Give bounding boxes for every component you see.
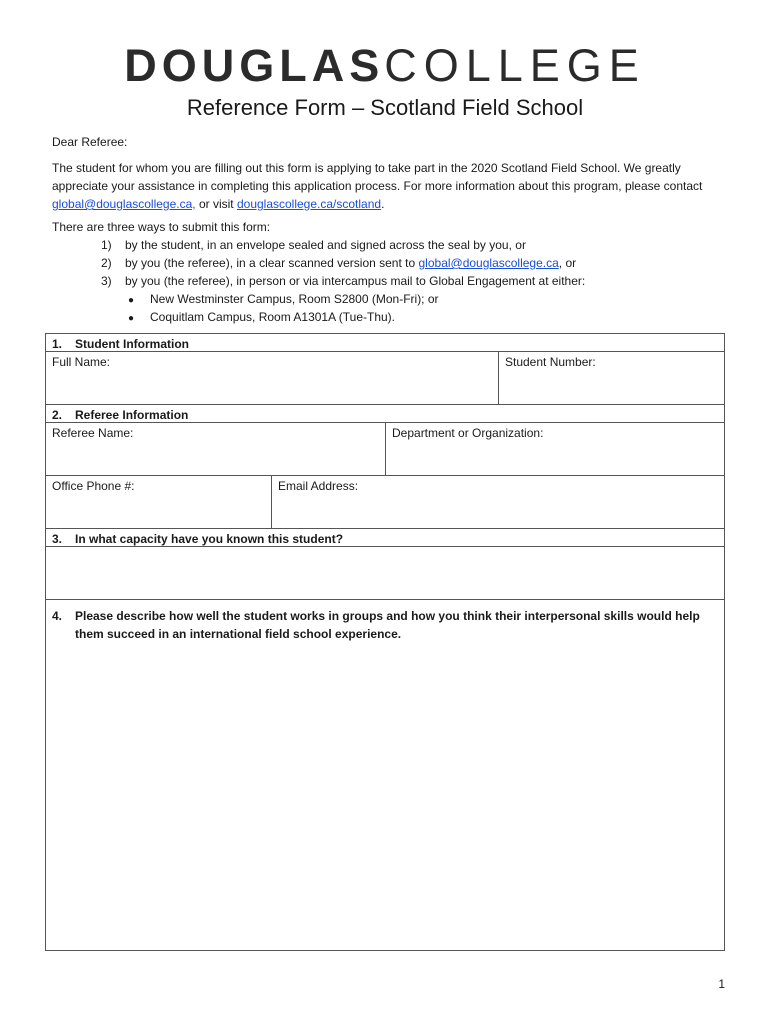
campus-bullet-2 (128, 308, 395, 328)
section-number: 2. (52, 408, 63, 422)
field-label: Referee Name: (52, 426, 134, 440)
section-title: Please describe how well the student works in groups and how you think their interpersonal skills would help them succeed in an international field school experience. (75, 609, 700, 641)
submit-intro: There are three ways to submit this form: (52, 220, 271, 234)
greeting: Dear Referee: (52, 135, 128, 149)
full-name-field[interactable] (45, 351, 499, 405)
email-link-2[interactable]: global@douglascollege.ca (418, 256, 559, 270)
field-label: Office Phone #: (52, 479, 135, 493)
section-number: 1. (52, 337, 63, 351)
section-title: Student Information (75, 337, 189, 351)
option-number: 1) (101, 238, 112, 252)
bullet-icon: ● (128, 313, 135, 324)
option-text: by the student, in an envelope sealed and signed across the seal by you, or (125, 238, 526, 252)
field-label: Department or Organization: (392, 426, 544, 440)
referee-name-field[interactable] (45, 422, 386, 476)
submit-option-2 (101, 254, 576, 272)
option-number: 2) (101, 256, 112, 270)
email-link[interactable]: global@douglascollege.ca, (52, 197, 196, 211)
intro-text-1: The student for whom you are filling out this form is applying to take part in the 2020 Scotland Field School. We greatly appreciate your assistance in completing this application process. For more information about this program, please contact (52, 161, 703, 193)
intro-text-3: . (381, 197, 385, 211)
email-address-field[interactable] (271, 475, 725, 529)
section-title: Referee Information (75, 408, 189, 422)
capacity-answer-field[interactable] (45, 546, 725, 600)
page-title: Reference Form – Scotland Field School (186, 95, 584, 120)
option-text-after: , or (558, 256, 577, 270)
logo-light-text: COLLEGE (384, 40, 646, 91)
option-text: by you (the referee), in person or via intercampus mail to Global Engagement at either: (125, 274, 586, 288)
submit-option-3 (101, 272, 585, 290)
bullet-icon: ● (128, 295, 135, 306)
department-field[interactable] (385, 422, 725, 476)
bullet-text: New Westminster Campus, Room S2800 (Mon-Fri); or (150, 292, 439, 306)
section-number: 3. (52, 532, 63, 546)
student-number-field[interactable] (498, 351, 725, 405)
campus-bullet-1 (128, 290, 439, 310)
section-3-header (45, 528, 725, 547)
field-label: Student Number: (505, 355, 596, 369)
logo-bold-text: DOUGLAS (124, 40, 385, 91)
submit-option-1 (101, 236, 526, 254)
option-text: by you (the referee), in a clear scanned version sent to (125, 256, 419, 270)
section-4-question[interactable] (45, 599, 725, 951)
section-1-header (45, 333, 725, 352)
field-label: Full Name: (52, 355, 111, 369)
bullet-text: Coquitlam Campus, Room A1301A (Tue-Thu). (150, 310, 395, 324)
intro-paragraph (52, 159, 722, 213)
website-link[interactable]: douglascollege.ca/scotland (236, 197, 382, 211)
field-label: Email Address: (278, 479, 359, 493)
section-number: 4. (52, 609, 63, 623)
office-phone-field[interactable] (45, 475, 272, 529)
section-title: In what capacity have you known this student? (75, 532, 344, 546)
intro-text-2: or visit (195, 197, 237, 211)
college-logo (0, 38, 770, 94)
section-2-header (45, 404, 725, 423)
option-number: 3) (101, 274, 112, 288)
page-number: 1 (718, 977, 725, 991)
